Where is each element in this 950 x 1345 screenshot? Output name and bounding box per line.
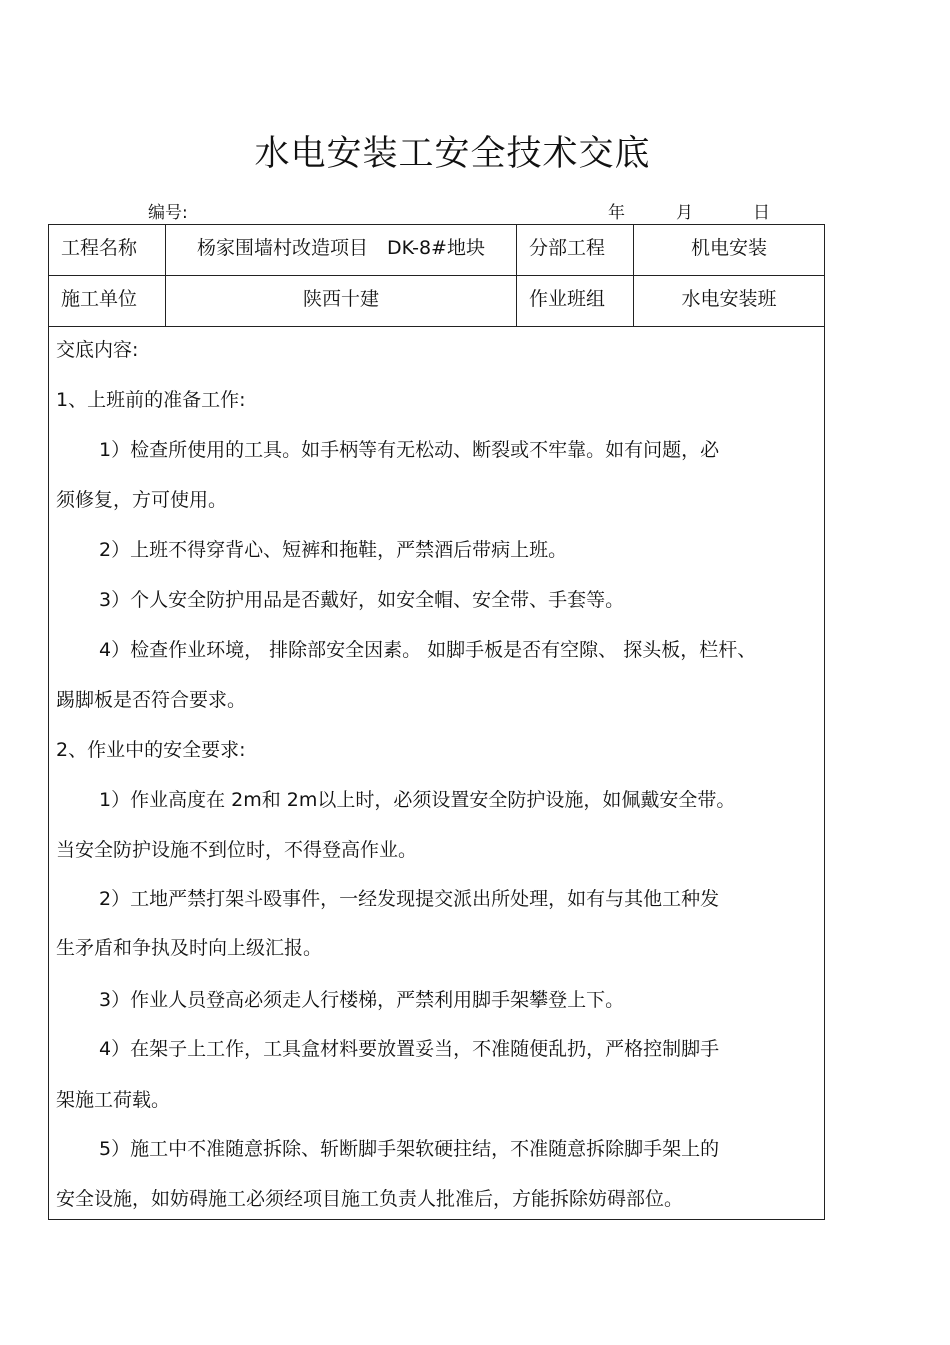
content-line: 当安全防护设施不到位时，不得登高作业。 [56, 839, 418, 861]
header-row-contractor [49, 276, 824, 327]
content-line: 1）检查所使用的工具。如手柄等有无松动、断裂或不牢靠。如有问题，必 [99, 439, 720, 461]
content-line: 2）上班不得穿背心、短裤和拖鞋，严禁酒后带病上班。 [99, 539, 568, 561]
header-row-project [49, 225, 824, 276]
date-month-label: 月 [676, 203, 693, 223]
content-line: 5）施工中不准随意拆除、斩断脚手架软硬拄结，不准随意拆除脚手架上的 [99, 1138, 720, 1160]
sub-project-value: 机电安装 [690, 237, 767, 259]
content-line: 须修复，方可使用。 [56, 489, 228, 511]
safety-briefing-form [48, 224, 825, 1220]
serial-number-label: 编号: [148, 203, 188, 223]
content-line: 1）作业高度在 2m和 2m以上时，必须设置安全防护设施，如佩戴安全带。 [99, 789, 736, 811]
section-heading: 2、作业中的安全要求: [56, 739, 246, 761]
content-line: 踢脚板是否符合要求。 [56, 689, 247, 711]
contractor-label: 施工单位 [49, 276, 166, 326]
content-line: 2）工地严禁打架斗殴事件，一经发现提交派出所处理，如有与其他工种发 [99, 888, 720, 910]
sub-project-label: 分部工程 [517, 225, 634, 275]
content-line: 3）作业人员登高必须走人行楼梯，严禁利用脚手架攀登上下。 [99, 989, 625, 1011]
content-line: 3）个人安全防护用品是否戴好，如安全帽、安全带、手套等。 [99, 589, 625, 611]
content-line: 生矛盾和争执及时向上级汇报。 [56, 937, 323, 959]
team-label: 作业班组 [517, 276, 634, 326]
team-value: 水电安装班 [681, 288, 777, 310]
content-line: 架施工荷载。 [56, 1089, 171, 1111]
section-heading: 1、上班前的准备工作: [56, 389, 246, 411]
content-line: 4）在架子上工作，工具盒材料要放置妥当，不准随便乱扔，严格控制脚手 [99, 1038, 720, 1060]
project-name-value: 杨家围墙村改造项目 DK-8#地块 [166, 225, 517, 275]
document-title: 水电安装工安全技术交底 [254, 134, 651, 174]
contractor-value: 陕西十建 [166, 276, 517, 326]
date-year-label: 年 [608, 203, 625, 223]
content-line: 4）检查作业环境， 排除部安全因素。 如脚手板是否有空隙、 探头板，栏杆、 [99, 639, 757, 661]
project-name-label: 工程名称 [49, 225, 166, 275]
content-line: 安全设施，如妨碍施工必须经项目施工负责人批准后，方能拆除妨碍部位。 [56, 1188, 684, 1210]
date-day-label: 日 [753, 203, 770, 223]
content-heading: 交底内容: [56, 339, 139, 361]
